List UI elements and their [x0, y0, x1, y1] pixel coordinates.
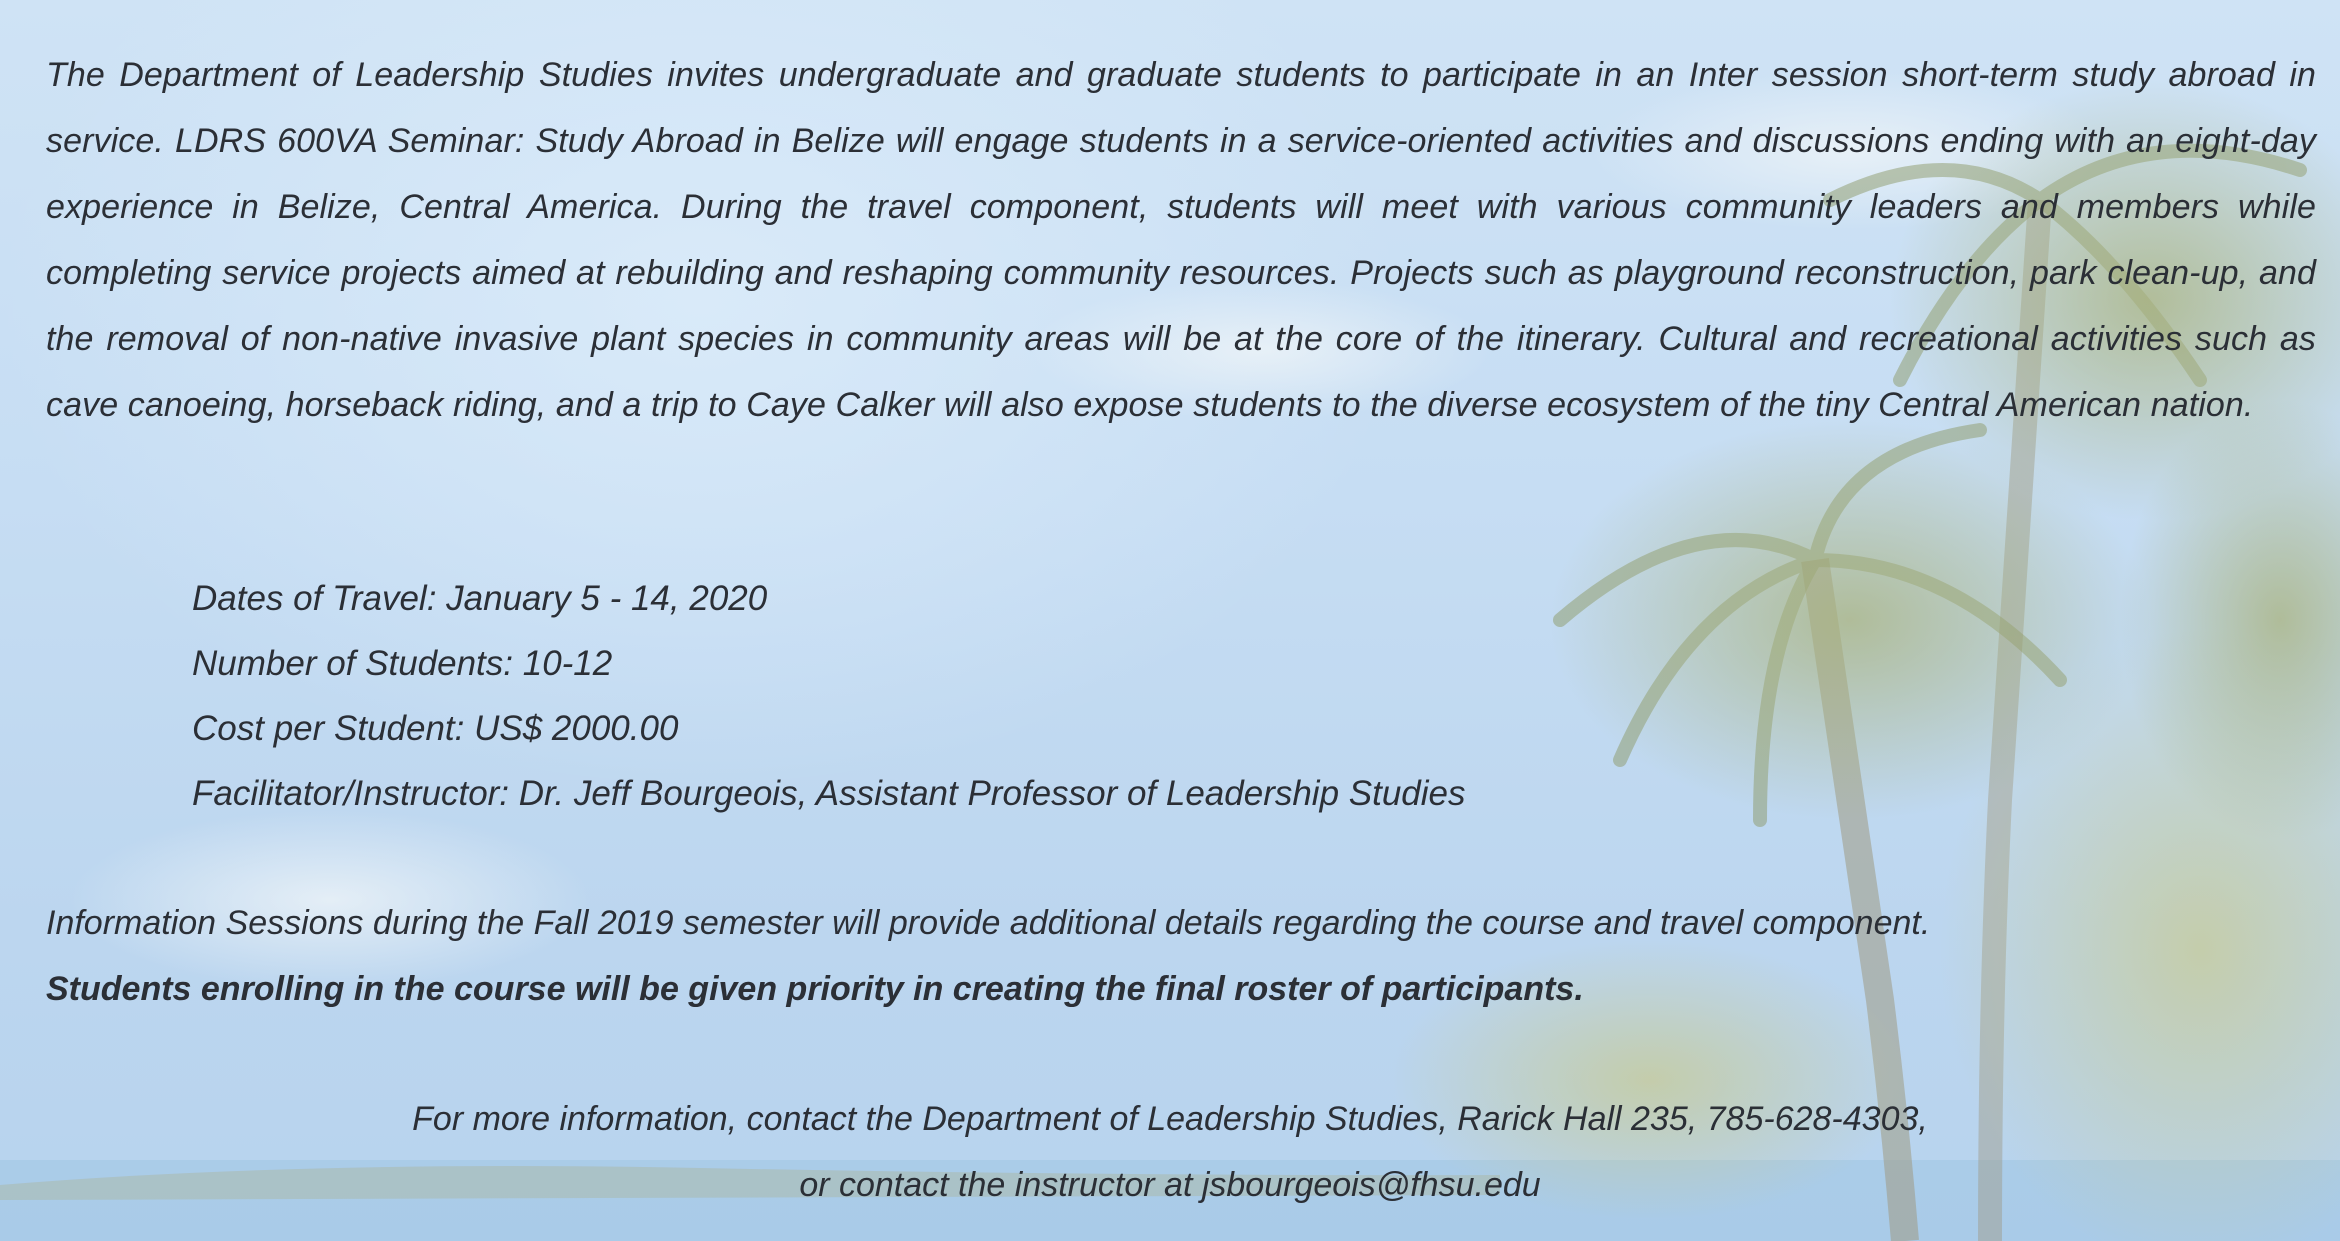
contact-instructor-email[interactable]: or contact the instructor at jsbourgeois@fhsu.edu: [799, 1166, 1541, 1204]
intro-paragraph: The Department of Leadership Studies invites undergraduate and graduate students to participate in an Inter session short-term study abroad in service. LDRS 600VA Seminar: Study Abroad in Belize will engage students in a service-oriented activities and discussions ending with an eight-day experience in Belize, Central America. During the travel component, students will meet with various community leaders and members while completing service projects aimed at rebuilding and reshaping community resources. Projects such as playground reconstruction, park clean-up, and the removal of non-native invasive plant species in community areas will be at the core of the itinerary. Cultural and recreational activities such as cave canoeing, horseback riding, and a trip to Caye Calker will also expose students to the diverse ecosystem of the tiny Central American nation.: [46, 56, 2316, 424]
trip-details-list: [192, 566, 1466, 826]
facilitator-instructor: Facilitator/Instructor: Dr. Jeff Bourgeois, Assistant Professor of Leadership Studies: [192, 774, 1466, 813]
cost-per-student: Cost per Student: US$ 2000.00: [192, 709, 679, 748]
contact-department: For more information, contact the Department of Leadership Studies, Rarick Hall 235, 785-628-4303,: [412, 1100, 1928, 1138]
number-of-students: Number of Students: 10-12: [192, 644, 613, 683]
travel-dates: Dates of Travel: January 5 - 14, 2020: [192, 579, 768, 618]
information-sessions: [46, 890, 2316, 1022]
enrollment-priority: Students enrolling in the course will be given priority in creating the final roster of participants.: [46, 970, 1584, 1008]
contact-info: [0, 1086, 2340, 1218]
sessions-info: Information Sessions during the Fall 2019 semester will provide additional details regarding the course and travel component.: [46, 904, 1931, 942]
